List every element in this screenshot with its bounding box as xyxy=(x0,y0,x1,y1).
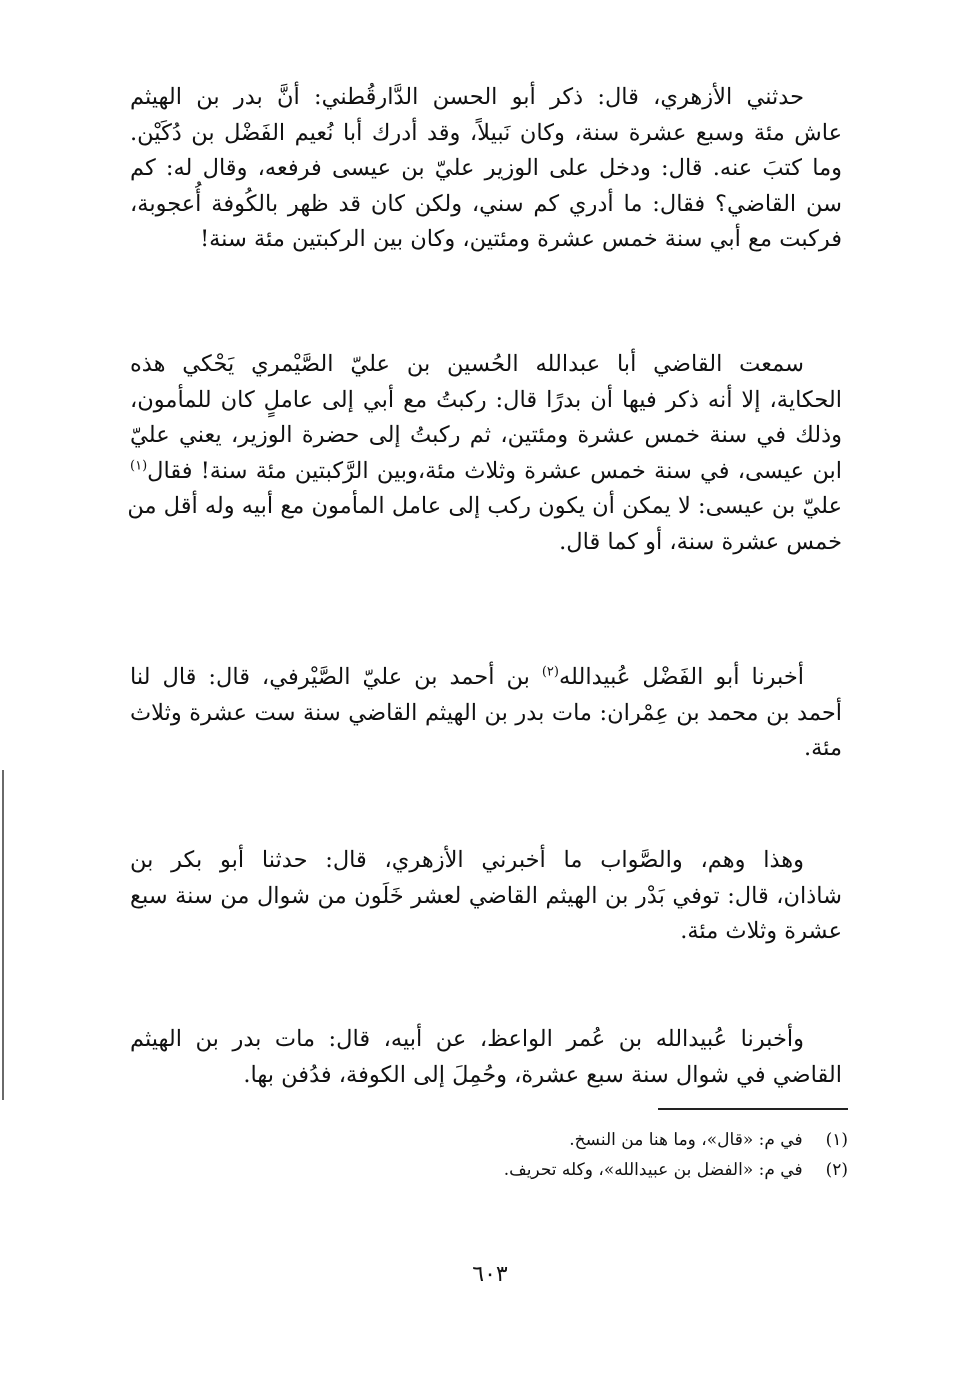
paragraph-5 xyxy=(130,1022,842,1093)
text-line: حدثني الأزهري، قال: ذكر أبو الحسن الدَّارقُطني: أنَّ بدر بن الهيثم xyxy=(130,84,804,110)
text-segment: ابن عيسى، في سنة خمس عشرة وثلاث مئة،وبين الرَّكبتين مئة سنة! فقال xyxy=(147,457,842,484)
text-line: عاش مئة وسبع عشرة سنة، وكان نَبيلاً، وقد أدرك أبا نُعيم الفَضْل بن دُكَيْن. xyxy=(130,119,842,146)
scan-edge-line xyxy=(2,770,4,1100)
page-number: ٦٠٣ xyxy=(472,1262,508,1287)
footnote-marker-2: (٢) xyxy=(541,664,559,680)
paragraph-2 xyxy=(127,347,842,560)
text-line: مئة. xyxy=(803,735,842,761)
footnote-marker-1: (١) xyxy=(130,458,148,473)
text-line: الحكاية، إلا أنه ذكر فيها أن بدرًا قال: ركبتُ مع أبي إلى عاملٍ كان للمأمون، xyxy=(130,386,842,413)
text-line: خمس عشرة سنة، أو كما قال. xyxy=(559,528,842,555)
text-line-with-footnote xyxy=(130,454,842,490)
footnote-separator xyxy=(658,1108,848,1110)
paragraph-1 xyxy=(130,80,842,258)
text-line: وذلك في سنة خمس عشرة ومئتين، ثم ركبتُ إلى حضرة الوزير، يعني عليّ xyxy=(130,422,842,448)
footnotes xyxy=(380,1125,848,1185)
footnote-number: (١) xyxy=(825,1130,848,1150)
footnote-number: (٢) xyxy=(825,1160,848,1180)
text-segment: بن أحمد بن عليّ الصَّيْرفي، قال: قال لنا xyxy=(130,664,542,690)
text-line: عليّ بن عيسى: لا يمكن أن يكون ركب إلى عامل المأمون مع أبيه وله أقل من xyxy=(127,493,842,519)
text-line: سن القاضي؟ فقال: ما أدري كم سني، ولكن كان قد ظهر بالكُوفة أُعجوبة، xyxy=(130,190,842,217)
text-line-with-footnote xyxy=(130,660,842,696)
text-line: وهذا وهم، والصَّواب ما أخبرني الأزهري، قال: حدثنا أبو بكر بن xyxy=(130,847,804,873)
text-line: سمعت القاضي أبا عبدالله الحُسين بن عليّ الصَّيْمري يَحْكي هذه xyxy=(130,351,804,377)
footnote-1 xyxy=(380,1125,848,1155)
text-line: فركبت مع أبي سنة خمس عشرة ومئتين، وكان بين الركبتين مئة سنة! xyxy=(200,226,842,252)
text-line: وأخبرنا عُبيدالله بن عُمر الواعظ، عن أبيه، قال: مات بدر بن الهيثم xyxy=(130,1026,804,1052)
text-line: عشرة وثلاث مئة. xyxy=(680,918,842,944)
text-line: شاذان، قال: توفي بَدْر بن الهيثم القاضي لعشر خَلَون من شوال من سنة سبع xyxy=(130,882,842,909)
paragraph-3 xyxy=(130,660,842,767)
footnote-2 xyxy=(380,1155,848,1185)
footnote-text: في م: «الفضل بن عبيدالله»، وكله تحريف. xyxy=(503,1160,803,1180)
text-segment: أخبرنا أبو الفَضْل عُبيدالله xyxy=(558,664,804,690)
text-line: أحمد بن محمد بن عِمْران: مات بدر بن الهيثم القاضي سنة ست عشرة وثلاث xyxy=(130,699,842,726)
text-line: القاضي في شوال سنة سبع عشرة، وحُمِلَ إلى الكوفة، فدُفن بها. xyxy=(243,1061,842,1088)
footnote-text: في م: «قال»، وما هنا من النسخ. xyxy=(569,1130,803,1150)
text-line: وما كتبَ عنه. قال: ودخل على الوزير عليّ بن عيسى فرفعه، وقال له: كم xyxy=(130,155,842,181)
paragraph-4 xyxy=(130,843,842,950)
